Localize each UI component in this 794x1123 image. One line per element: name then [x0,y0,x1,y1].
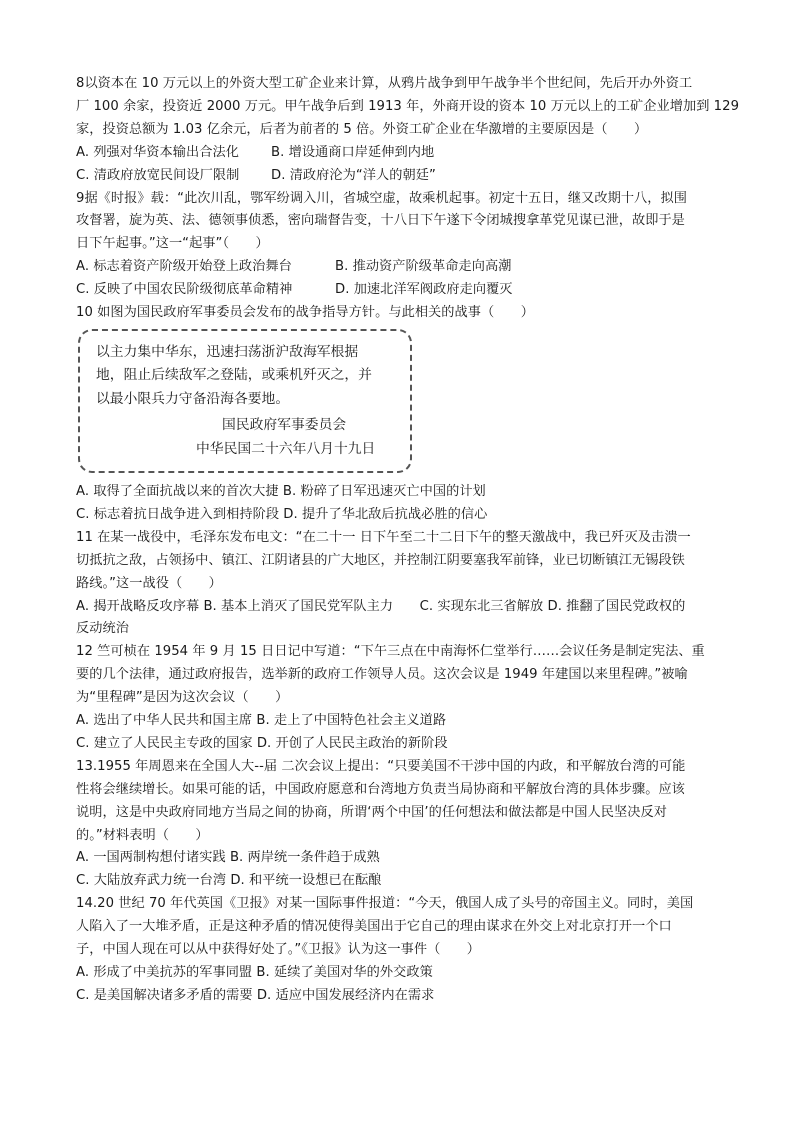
option-b[interactable]: B. 推动资产阶级革命走向高潮 [335,259,512,275]
war-directive-figure [78,329,412,473]
option-d[interactable]: D. 加速北洋军阀政府走向覆灭 [335,282,513,298]
question-11-options[interactable]: A. 揭开战略反攻序幕 B. 基本上消灭了国民党军队主力 C. 实现东北三省解放 D. 推翻了国民党政权的 [76,598,686,614]
question-14-stem-line: 14.20 世纪 70 年代英国《卫报》对某一国际事件报道：“今天，俄国人成了头号的帝国主义。同时，美国 [76,896,694,912]
question-8 [76,73,740,188]
question-8-stem-line: 厂 100 余家，投资近 2000 万元。甲午战争后到 1913 年，外商开设的资本 10 万元以上的工矿企业增加到 129 [76,98,740,114]
directive-line: 以主力集中华东，迅速扫荡浙沪敌海军根据 [96,343,359,360]
option-b[interactable]: B. 增设通商口岸延伸到内地 [271,144,435,160]
question-13-stem-line: 性将会继续增长。如果可能的话，中国政府愿意和台湾地方负责当局协商和平解放台湾的具体步骤。应该 [76,781,685,797]
question-list [76,73,740,1008]
question-10 [76,302,726,527]
question-12-stem-line: 为“里程碑”是因为这次会议（ ） [76,690,289,706]
option-a[interactable]: A. 标志着资产阶级开始登上政治舞台 [76,259,292,275]
question-11-stem-line: 11 在某一战役中，毛泽东发布电文：“在二十一 日下午至二十二日下午的整天激战中，我已歼灭及击溃一 [76,529,691,545]
question-14 [76,893,726,1008]
question-8-options-row [76,142,726,165]
question-13-stem-line: 的。”材料表明（ ） [76,827,209,843]
question-13 [76,756,726,893]
question-9-options-row [76,279,726,302]
question-9-options-row [76,256,726,279]
question-11-options-wrap[interactable]: 反动统治 [76,621,129,637]
question-12-options-cd[interactable]: C. 建立了人民民主专政的国家 D. 开创了人民民主政治的新阶段 [76,735,448,751]
question-11-stem-line: 切抵抗之敌，占领扬中、镇江、江阴诸县的广大地区，并控制江阴要塞我军前锋，业已切断镇江无锡段铁 [76,552,685,568]
option-c[interactable]: C. 清政府放宽民间设厂限制 [76,167,240,183]
question-11-stem-line: 路线。”这一战役（ ） [76,575,222,591]
question-12-options-ab[interactable]: A. 选出了中华人民共和国主席 B. 走上了中国特色社会主义道路 [76,713,447,729]
question-9-stem-line: 9据《时报》载：“此次川乱，鄂军纷调入川，省城空虚，故乘机起事。初定十五日，继又改期十八，拟围 [76,190,688,206]
question-8-stem-line: 家，投资总额为 1.03 亿余元，后者为前者的 5 倍。外资工矿企业在华激增的主要原因是（ ） [76,121,648,137]
directive-date: 中华民国二十六年八月十九日 [196,440,376,457]
option-c[interactable]: C. 反映了中国农民阶级彻底革命精神 [76,282,293,298]
question-9 [76,188,726,303]
question-14-options-cd[interactable]: C. 是美国解决诸多矛盾的需要 D. 适应中国发展经济内在需求 [76,987,435,1003]
directive-line: 以最小限兵力守备沿海各要地。 [96,390,290,407]
question-14-options-ab[interactable]: A. 形成了中美抗苏的军事同盟 B. 延续了美国对华的外交政策 [76,965,433,980]
question-14-stem-line: 子，中国人现在可以从中获得好处了。”《卫报》认为这一事件（ ） [76,942,481,958]
question-13-stem-line: 说明，这是中央政府同地方当局之间的协商，所谓‘两个中国’的任何想法和做法都是中国人民坚决反对 [76,804,667,820]
question-13-options-ab[interactable]: A. 一国两制构想付诸实践 B. 两岸统一条件趋于成熟 [76,850,380,866]
option-d[interactable]: D. 清政府沦为“洋人的朝廷” [271,167,436,183]
question-11 [76,527,726,642]
question-13-stem-line: 13.1955 年周恩来在全国人大--届 二次会议上提出：“只要美国不干涉中国的内政，和平解放台湾的可能 [76,758,686,774]
directive-line: 地，阻止后续敌军之登陆，或乘机歼灭之，并 [96,367,372,384]
directive-issuer: 国民政府军事委员会 [222,416,347,433]
question-10-options-ab[interactable]: A. 取得了全面抗战以来的首次大捷 B. 粉碎了日军迅速灭亡中国的计划 [76,483,486,499]
question-12 [76,641,726,756]
question-12-stem-line: 要的几个法律，通过政府报告，选举新的政府工作领导人员。这次会议是 1949 年建国以来里程碑。”被喻 [76,667,688,683]
question-8-stem-line: 8以资本在 10 万元以上的外资大型工矿企业来计算，从鸦片战争到甲午战争半个世纪间，先后开办外资工 [76,76,693,91]
question-10-stem: 10 如图为国民政府军事委员会发布的战争指导方针。与此相关的战事（ ） [76,305,534,321]
question-9-stem-line: 日下午起事。”这一“起事”（ ） [76,236,269,252]
question-13-options-cd[interactable]: C. 大陆放弃武力统一台湾 D. 和平统一设想已在酝酿 [76,873,382,889]
directive-text [96,341,372,412]
question-12-stem-line: 12 竺可桢在 1954 年 9 月 15 日日记中写道：“下午三点在中南海怀仁堂举行……会议任务是制定宪法、重 [76,644,705,660]
option-a[interactable]: A. 列强对华资本输出合法化 [76,144,239,160]
question-9-stem-line: 攻督署，旋为英、法、德领事侦悉，密向瑞督告变，十八日下午遂下令闭城搜拿革党见谋已泄，故即于是 [76,213,685,229]
question-14-stem-line: 人陷入了一大堆矛盾，正是这种矛盾的情况使得美国出于它自己的理由谋求在外交上对北京打开一个口 [76,919,672,935]
question-8-options-row [76,165,726,188]
question-10-options-cd[interactable]: C. 标志着抗日战争进入到相持阶段 D. 提升了华北敌后抗战必胜的信心 [76,506,488,522]
